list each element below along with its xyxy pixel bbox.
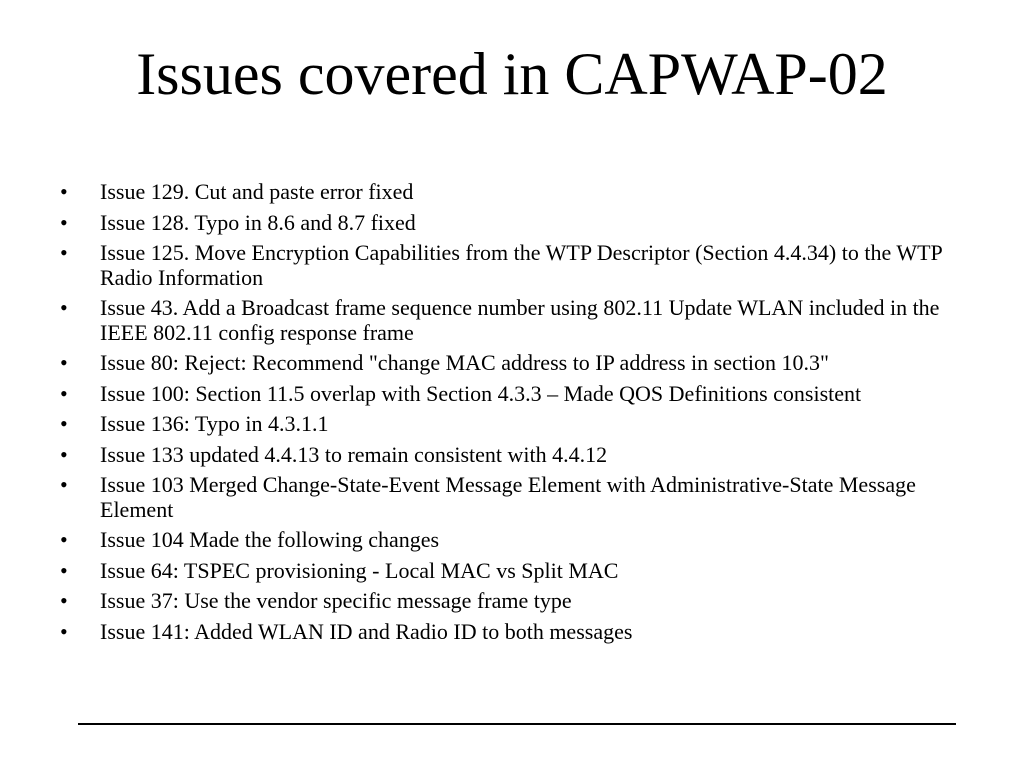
list-item — [60, 211, 965, 236]
bullet-icon: • — [60, 295, 68, 320]
list-item — [60, 180, 965, 205]
list-item-text: Issue 128. Typo in 8.6 and 8.7 fixed — [100, 209, 416, 235]
list-item-text: Issue 43. Add a Broadcast frame sequence number using 802.11 Update WLAN included in the IEEE 802.11 config response frame — [100, 295, 940, 345]
list-item — [60, 382, 965, 407]
bullet-icon: • — [60, 179, 68, 204]
footer-divider — [78, 723, 956, 725]
list-item-text: Issue 37: Use the vendor specific message frame type — [100, 588, 572, 613]
list-item — [60, 412, 965, 437]
bullet-icon: • — [60, 472, 68, 497]
list-item-text: Issue 100: Section 11.5 overlap with Section 4.3.3 – Made QOS Definitions consistent — [100, 380, 862, 406]
list-item-text: Issue 103 Merged Change-State-Event Message Element with Administrative-State Message Element — [100, 472, 916, 522]
list-item-text: Issue 80: Reject: Recommend "change MAC address to IP address in section 10.3" — [100, 350, 829, 375]
list-item-text: Issue 125. Move Encryption Capabilities from the WTP Descriptor (Section 4.4.34) to the WTP Radio Information — [100, 240, 942, 290]
list-item — [60, 473, 965, 522]
list-item — [60, 559, 965, 584]
bullet-icon: • — [60, 209, 68, 235]
list-item-text: Issue 64: TSPEC provisioning - Local MAC vs Split MAC — [100, 557, 619, 583]
slide-title: Issues covered in CAPWAP-02 — [136, 41, 888, 107]
bullet-list — [60, 180, 965, 650]
list-item — [60, 443, 965, 468]
list-item-text: Issue 136: Typo in 4.3.1.1 — [100, 411, 329, 436]
bullet-icon: • — [60, 618, 68, 644]
list-item — [60, 589, 965, 614]
bullet-icon: • — [60, 411, 68, 436]
list-item — [60, 241, 965, 290]
bullet-icon: • — [60, 588, 68, 613]
list-item-text: Issue 129. Cut and paste error fixed — [100, 179, 414, 204]
bullet-icon: • — [60, 557, 68, 583]
list-item — [60, 620, 965, 645]
bullet-icon: • — [60, 380, 68, 406]
list-item-text: Issue 141: Added WLAN ID and Radio ID to both messages — [100, 618, 633, 644]
list-item — [60, 296, 965, 345]
bullet-icon: • — [60, 240, 68, 265]
bullet-icon: • — [60, 441, 68, 467]
list-item — [60, 528, 965, 553]
list-item — [60, 351, 965, 376]
list-item-text: Issue 104 Made the following changes — [100, 527, 440, 552]
bullet-icon: • — [60, 350, 68, 375]
bullet-icon: • — [60, 527, 68, 552]
list-item-text: Issue 133 updated 4.4.13 to remain consistent with 4.4.12 — [100, 441, 608, 467]
